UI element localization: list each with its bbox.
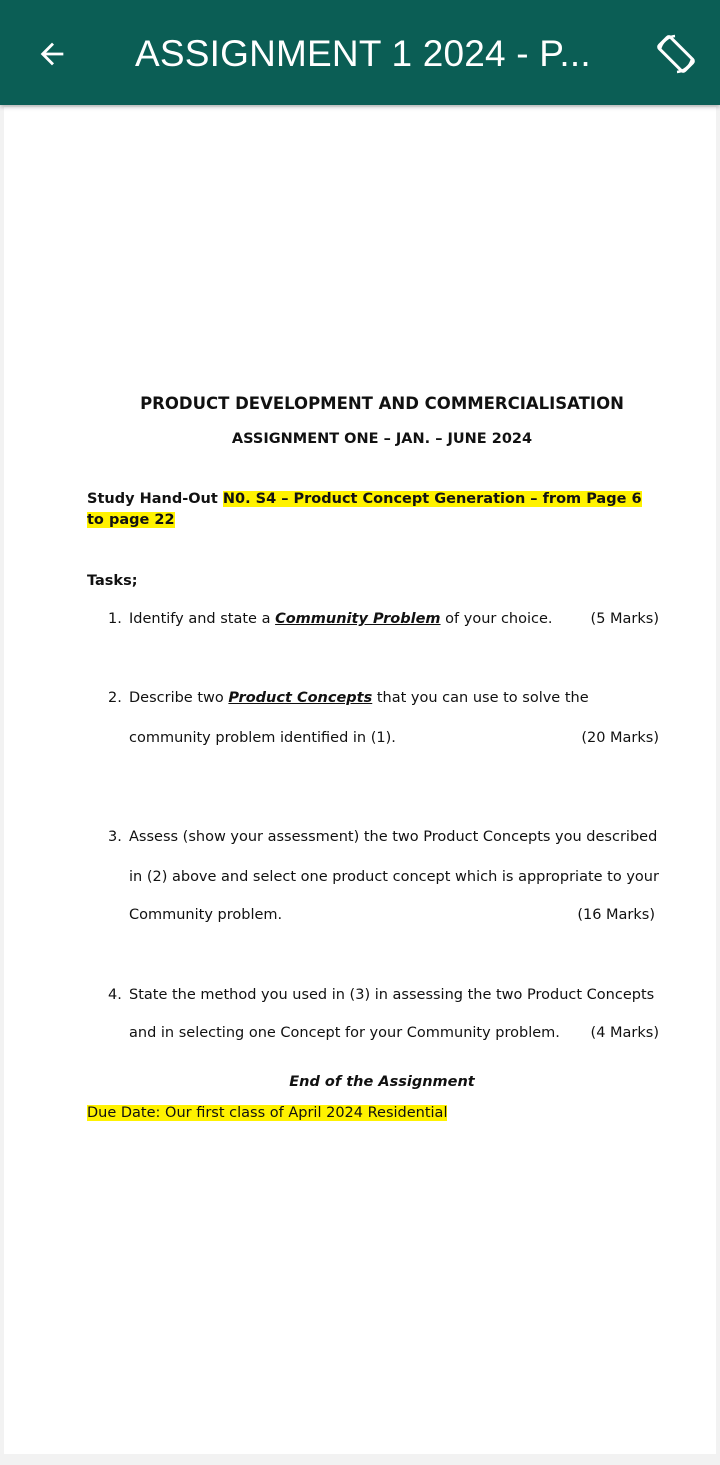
task-marks: (4 Marks) — [590, 1025, 659, 1041]
due-date-text: Due Date: Our first class of April 2024 Residential — [87, 1105, 448, 1121]
task-keyword: Product Concepts — [228, 690, 373, 706]
tasks-list — [87, 601, 677, 1121]
task-line: Assess (show your assessment) the two Product Concepts you described — [129, 829, 658, 845]
study-highlight-2: to page 22 — [87, 512, 175, 528]
task-marks: (20 Marks) — [581, 730, 659, 746]
back-button[interactable] — [28, 30, 76, 78]
rotate-screen-button[interactable] — [648, 26, 704, 82]
task-keyword: Community Problem — [275, 611, 441, 627]
screen-rotation-icon — [651, 29, 701, 79]
study-handout-line — [87, 489, 677, 531]
arrow-back-icon — [35, 37, 69, 71]
task-text: of your choice. — [440, 611, 553, 627]
due-date — [87, 1105, 447, 1121]
task-line: community problem identified in (1). — [129, 730, 396, 746]
document-page[interactable] — [4, 107, 716, 1454]
document-subheading: ASSIGNMENT ONE – JAN. – JUNE 2024 — [231, 431, 533, 447]
task-line: State the method you used in (3) in assessing the two Product Concepts — [129, 987, 655, 1003]
task-marks: (5 Marks) — [590, 611, 659, 627]
task-number: 1. — [108, 611, 122, 627]
task-line: Community problem. — [129, 907, 283, 923]
document-title: ASSIGNMENT 1 2024 - P... — [135, 33, 591, 74]
study-highlight-1: N0. S4 – Product Concept Generation – from Page 6 — [222, 491, 642, 507]
task-text: Describe two — [129, 690, 229, 706]
task-marks: (16 Marks) — [577, 907, 655, 923]
task-number: 2. — [108, 690, 122, 706]
task-line: and in selecting one Concept for your Community problem. — [129, 1025, 560, 1041]
tasks-label: Tasks; — [87, 573, 138, 589]
document-heading: PRODUCT DEVELOPMENT AND COMMERCIALISATION — [140, 394, 624, 413]
task-text: that you can use to solve the — [372, 690, 589, 706]
document-content — [87, 394, 677, 1121]
task-line: in (2) above and select one product concept which is appropriate to your — [129, 869, 659, 885]
app-bar — [0, 0, 720, 105]
study-prefix: Study Hand-Out — [87, 491, 223, 507]
task-number: 3. — [108, 829, 122, 845]
task-text: Identify and state a — [129, 611, 276, 627]
task-line — [129, 690, 677, 706]
task-number: 4. — [108, 987, 122, 1003]
end-of-assignment: End of the Assignment — [289, 1074, 475, 1090]
